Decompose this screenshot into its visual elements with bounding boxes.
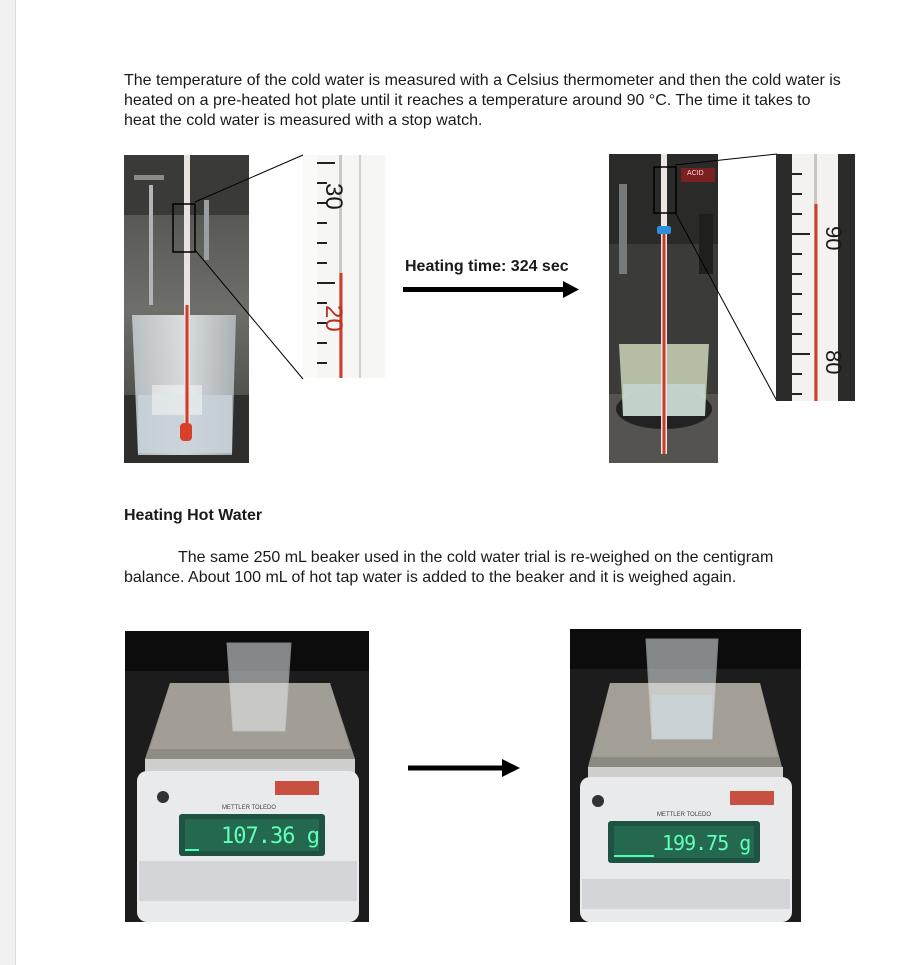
balance-left-reading: 107.36 g — [221, 824, 319, 849]
zoom-connector-left — [170, 152, 310, 382]
intro-paragraph: The temperature of the cold water is measured with a Celsius thermometer and then the cold water is heated on a pre-heated hot plate until it reaches a temperature around 90 °C. The time it takes to heat the cold water is measured with a stop watch. — [124, 72, 841, 129]
hotplate-label: ACID — [687, 170, 704, 177]
zoom-right-upper-label: 90 — [821, 226, 846, 251]
zoom-left-lower-label: 20 — [320, 305, 347, 332]
zoom-left-upper-label: 30 — [320, 183, 347, 210]
balance-empty-beaker-photo — [125, 631, 369, 922]
page-margin-strip — [0, 0, 16, 965]
balance-left-brand: METTLER TOLEDO — [221, 805, 277, 811]
balance-right-reading: 199.75 g — [662, 831, 751, 855]
zoom-right-lower-label: 80 — [821, 350, 846, 375]
heating-arrow-icon — [403, 280, 579, 298]
section-paragraph — [124, 548, 804, 588]
thermometer-zoom-left — [303, 155, 385, 378]
balance-hot-water-photo — [570, 629, 801, 922]
zoom-connector-right — [660, 150, 780, 405]
section-paragraph-text: The same 250 mL beaker used in the cold water trial is re-weighed on the centigram balance. About 100 mL of hot tap water is added to the beaker and it is weighed again. — [124, 549, 774, 586]
weighing-arrow-icon — [408, 758, 520, 778]
thermometer-zoom-right — [776, 154, 855, 401]
section-heading: Heating Hot Water — [124, 507, 263, 524]
balance-right-brand: METTLER TOLEDO — [656, 812, 712, 818]
heating-time-caption: Heating time: 324 sec — [405, 258, 569, 275]
